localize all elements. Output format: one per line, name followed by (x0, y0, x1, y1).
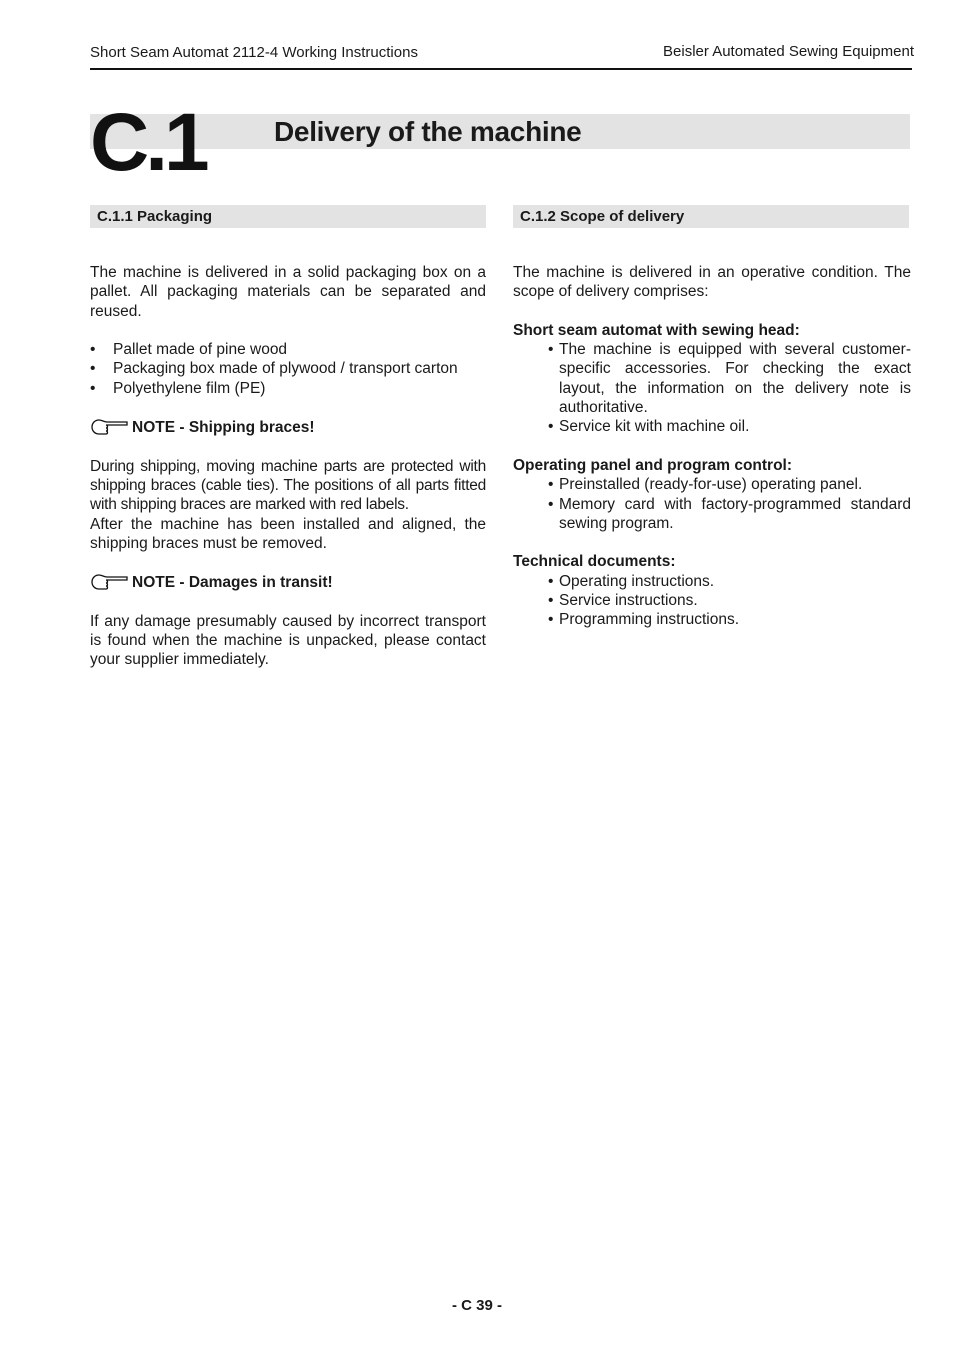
list-item: • Service instructions. (548, 592, 698, 610)
sewing-head-list (513, 340, 911, 436)
pointing-hand-icon (90, 572, 128, 592)
header-company-name: Beisler Automated Sewing Equipment (663, 43, 914, 60)
list-item: • The machine is equipped with several customer-specific accessories. For checking the exact layout, the information on the delivery note is authoritative. (548, 341, 911, 417)
packaging-column (90, 263, 486, 670)
header-document-title: Short Seam Automat 2112-4 Working Instructions (90, 44, 418, 61)
list-item: • Service kit with machine oil. (548, 418, 750, 436)
scope-group-sewing-head: Short seam automat with sewing head: (513, 321, 800, 339)
list-item: • Pallet made of pine wood (90, 341, 288, 359)
note-shipping-braces (90, 417, 486, 437)
list-item: • Packaging box made of plywood / transport carton (90, 360, 458, 378)
pointing-hand-icon (90, 417, 128, 437)
section-heading-packaging: C.1.1 Packaging (90, 205, 486, 228)
note-damages-text: If any damage presumably caused by incorrect transport is found when the machine is unpacked, please contact your supplier immediately. (90, 612, 486, 669)
list-item: • Polyethylene film (PE) (90, 379, 266, 397)
list-item: • Programming instructions. (548, 611, 740, 629)
note-title: NOTE - Shipping braces! (132, 418, 315, 436)
header-rule (90, 68, 912, 70)
note-shipping-braces-text-2: After the machine has been installed and aligned, the shipping braces must be removed. (90, 515, 486, 552)
note-shipping-braces-text: During shipping, moving machine parts are protected with shipping braces (cable ties). The positions of all parts fitted with shipping braces are marked with red labels. (90, 457, 486, 514)
list-item: • Preinstalled (ready-for-use) operating panel. (548, 476, 863, 494)
scope-intro: The machine is delivered in an operative condition. The scope of delivery comprises: (513, 264, 911, 301)
list-item: • Operating instructions. (548, 572, 715, 590)
packaging-intro: The machine is delivered in a solid packaging box on a pallet. All packaging materials can be separated and reused. (90, 264, 486, 320)
list-item: • Memory card with factory-programmed standard sewing program. (548, 495, 911, 532)
note-title: NOTE - Damages in transit! (132, 573, 333, 591)
page-number: - C 39 - (451, 1297, 502, 1314)
operating-panel-list (513, 475, 911, 533)
section-heading-scope: C.1.2 Scope of delivery (513, 205, 909, 228)
scope-group-technical-documents: Technical documents: (513, 553, 676, 571)
chapter-number: C.1 (90, 97, 206, 188)
note-damages-in-transit (90, 572, 486, 592)
technical-documents-list (513, 572, 911, 630)
packaging-materials-list (90, 340, 486, 398)
scope-column (513, 263, 911, 630)
scope-group-operating-panel: Operating panel and program control: (513, 456, 793, 474)
chapter-title: Delivery of the machine (274, 116, 582, 147)
